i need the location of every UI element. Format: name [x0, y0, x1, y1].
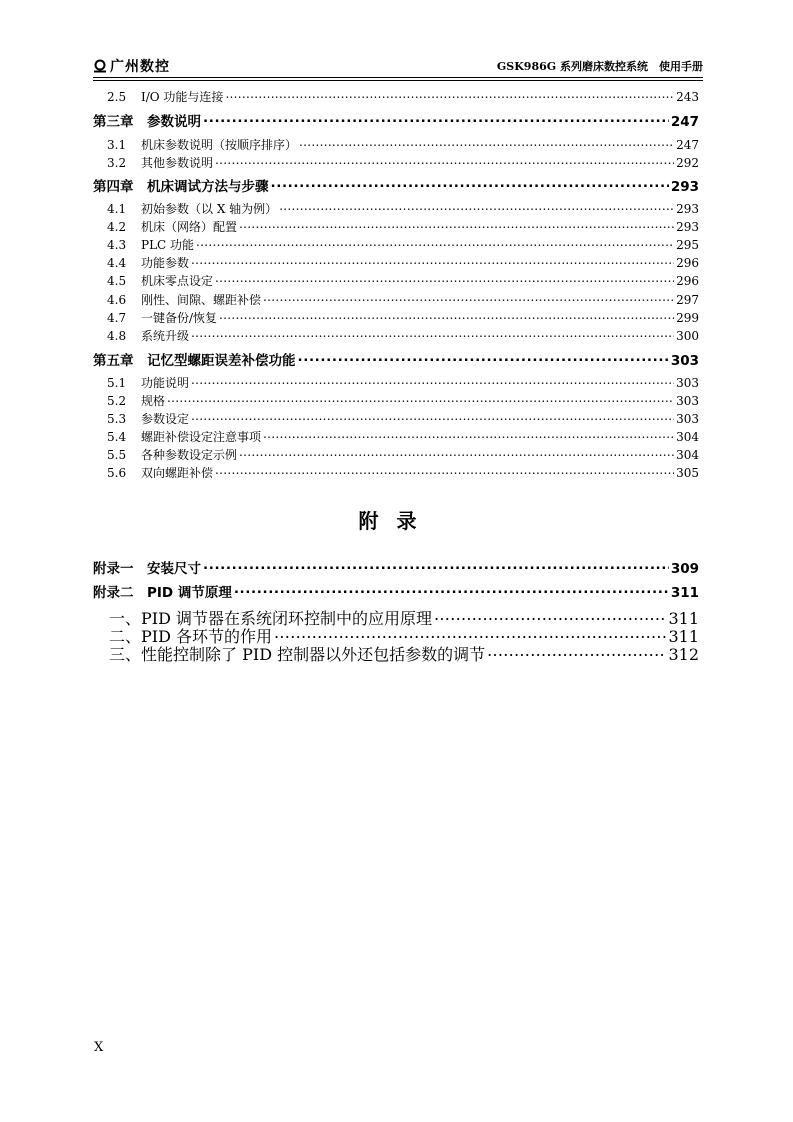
- toc-entry-page: 299: [676, 311, 699, 325]
- toc-entry-page: 303: [676, 376, 699, 390]
- toc-entry-label: 第三章 参数说明: [93, 114, 201, 130]
- toc-leader-dots: [191, 411, 674, 423]
- toc-leader-dots: [191, 375, 674, 387]
- toc-entry-label: 参数设定: [141, 412, 190, 426]
- toc-entry-label: I/O 功能与连接: [141, 90, 224, 104]
- toc-entry-number: 3.2: [107, 156, 127, 170]
- toc-entry-number: 5.1: [107, 376, 127, 390]
- toc-entry-number: 4.7: [107, 311, 127, 325]
- toc-section-entry[interactable]: [93, 446, 699, 463]
- toc-leader-dots: [196, 237, 674, 249]
- toc-entry-label: 第四章 机床调试方法与步骤: [93, 179, 269, 195]
- toc-entry-page: 247: [676, 138, 699, 152]
- manual-title: GSK986G 系列磨床数控系统 使用手册: [496, 60, 703, 73]
- page-number: X: [94, 1040, 104, 1055]
- toc-entry-page: 247: [670, 114, 699, 130]
- toc-entry-page: 295: [676, 238, 699, 252]
- toc-entry-number: 5.3: [107, 412, 127, 426]
- toc-section-entry[interactable]: [93, 374, 699, 391]
- toc-section-entry[interactable]: [93, 291, 699, 308]
- toc-entry-page: 296: [676, 274, 699, 288]
- toc-entry-page: 303: [676, 394, 699, 408]
- header-rule: [93, 77, 703, 81]
- toc-entry-number: 5.2: [107, 394, 127, 408]
- toc-section-entry[interactable]: [93, 327, 699, 344]
- toc-entry-number: 二、: [109, 627, 142, 646]
- toc-leader-dots: [263, 292, 674, 304]
- toc-entry-label: 各种参数设定示例: [141, 448, 238, 462]
- toc-leader-dots: [274, 626, 666, 642]
- toc-entry-page: 300: [676, 329, 699, 343]
- toc-leader-dots: [239, 447, 674, 459]
- toc-entry-label: 机床零点设定: [141, 274, 214, 288]
- appendix-heading: 附录: [358, 509, 435, 533]
- toc-chapter-entry[interactable]: [93, 349, 699, 369]
- toc-section-entry[interactable]: [93, 410, 699, 427]
- toc-section-entry[interactable]: [93, 218, 699, 235]
- toc-entry-page: 304: [676, 430, 699, 444]
- toc-entry-label: 机床参数说明（按顺序排序）: [141, 138, 298, 152]
- toc-entry-page: 304: [676, 448, 699, 462]
- toc-section-entry[interactable]: [93, 642, 699, 665]
- toc-leader-dots: [271, 178, 669, 192]
- toc-entry-label: 第五章 记忆型螺距误差补偿功能: [93, 353, 296, 369]
- toc-leader-dots: [215, 155, 674, 167]
- toc-entry-number: 4.1: [107, 202, 127, 216]
- toc-section-entry[interactable]: [93, 428, 699, 445]
- toc-section-entry[interactable]: [93, 200, 699, 217]
- toc-entry-number: 5.4: [107, 430, 127, 444]
- toc-entry-number: 4.2: [107, 220, 127, 234]
- toc-leader-dots: [215, 273, 674, 285]
- toc-entry-label: 附录一 安装尺寸: [93, 561, 201, 577]
- toc-entry-number: 4.3: [107, 238, 127, 252]
- toc-entry-page: 311: [668, 609, 699, 628]
- toc-leader-dots: [434, 608, 666, 624]
- toc-chapter-entry[interactable]: [93, 581, 699, 601]
- toc-entry-page: 311: [668, 627, 699, 646]
- toc-leader-dots: [203, 560, 669, 574]
- toc-entry-page: 312: [668, 645, 699, 664]
- toc-entry-number: 5.5: [107, 448, 127, 462]
- toc-entry-label: 刚性、间隙、螺距补偿: [141, 293, 262, 307]
- toc-leader-dots: [167, 393, 674, 405]
- toc-chapter-entry[interactable]: [93, 110, 699, 130]
- toc-entry-page: 303: [676, 412, 699, 426]
- toc-leader-dots: [191, 328, 674, 340]
- toc-entry-page: 305: [676, 466, 699, 480]
- toc-leader-dots: [299, 137, 674, 149]
- toc-entry-label: 一键备份/恢复: [141, 311, 218, 325]
- toc-section-entry[interactable]: [93, 392, 699, 409]
- toc-section-entry[interactable]: [93, 464, 699, 481]
- toc-entry-page: 243: [676, 90, 699, 104]
- toc-entry-label: PLC 功能: [141, 238, 195, 252]
- toc-entry-number: 2.5: [107, 90, 127, 104]
- toc-entry-label: 螺距补偿设定注意事项: [141, 430, 262, 444]
- toc-entry-number: 一、: [109, 609, 142, 628]
- toc-entry-label: PID 各环节的作用: [141, 627, 273, 646]
- toc-entry-number: 3.1: [107, 138, 127, 152]
- toc-leader-dots: [298, 352, 669, 366]
- toc-entry-label: 规格: [141, 394, 166, 408]
- toc-section-entry[interactable]: [93, 88, 699, 105]
- toc-entry-page: 303: [670, 353, 699, 369]
- toc-entry-label: 性能控制除了 PID 控制器以外还包括参数的调节: [141, 645, 486, 664]
- toc-entry-label: PID 调节器在系统闭环控制中的应用原理: [141, 609, 433, 628]
- toc-leader-dots: [487, 644, 666, 660]
- toc-entry-page: 311: [670, 585, 699, 601]
- toc-entry-page: 292: [676, 156, 699, 170]
- toc-entry-label: 初始参数（以 X 轴为例）: [141, 202, 278, 216]
- toc-entry-label: 附录二 PID 调节原理: [93, 585, 232, 601]
- toc-entry-page: 293: [676, 202, 699, 216]
- toc-entry-number: 5.6: [107, 466, 127, 480]
- toc-leader-dots: [234, 584, 669, 598]
- toc-entry-page: 293: [670, 179, 699, 195]
- toc-entry-number: 4.4: [107, 256, 127, 270]
- toc-leader-dots: [279, 201, 674, 213]
- toc-entry-number: 4.5: [107, 274, 127, 288]
- toc-entry-number: 4.8: [107, 329, 127, 343]
- gsk-logo-icon: [93, 59, 107, 73]
- toc-leader-dots: [215, 465, 674, 477]
- toc-leader-dots: [191, 255, 674, 267]
- toc-entry-label: 系统升级: [141, 329, 190, 343]
- toc-entry-number: 三、: [109, 645, 142, 664]
- toc-section-entry[interactable]: [93, 236, 699, 253]
- toc-entry-label: 双向螺距补偿: [141, 466, 214, 480]
- toc-entry-page: 296: [676, 256, 699, 270]
- toc-entry-label: 机床（网络）配置: [141, 220, 238, 234]
- toc-entry-page: 297: [676, 293, 699, 307]
- toc-section-entry[interactable]: [93, 309, 699, 326]
- toc-entry-label: 功能说明: [141, 376, 190, 390]
- toc-entry-page: 309: [670, 561, 699, 577]
- toc-chapter-entry[interactable]: [93, 557, 699, 577]
- toc-entry-number: 4.6: [107, 293, 127, 307]
- page-header: [93, 56, 703, 76]
- toc-entry-label: 功能参数: [141, 256, 190, 270]
- toc-section-entry[interactable]: [93, 154, 699, 171]
- toc-section-entry[interactable]: [93, 136, 699, 153]
- toc-leader-dots: [239, 219, 674, 231]
- toc-entry-page: 293: [676, 220, 699, 234]
- brand-logo: [93, 56, 170, 76]
- toc-leader-dots: [219, 310, 674, 322]
- toc-leader-dots: [263, 429, 674, 441]
- toc-entry-label: 其他参数说明: [141, 156, 214, 170]
- toc-chapter-entry[interactable]: [93, 175, 699, 195]
- toc-leader-dots: [203, 113, 669, 127]
- toc-leader-dots: [225, 89, 674, 101]
- logo-text: 广州数控: [110, 59, 170, 75]
- toc-section-entry[interactable]: [93, 272, 699, 289]
- toc-section-entry[interactable]: [93, 254, 699, 271]
